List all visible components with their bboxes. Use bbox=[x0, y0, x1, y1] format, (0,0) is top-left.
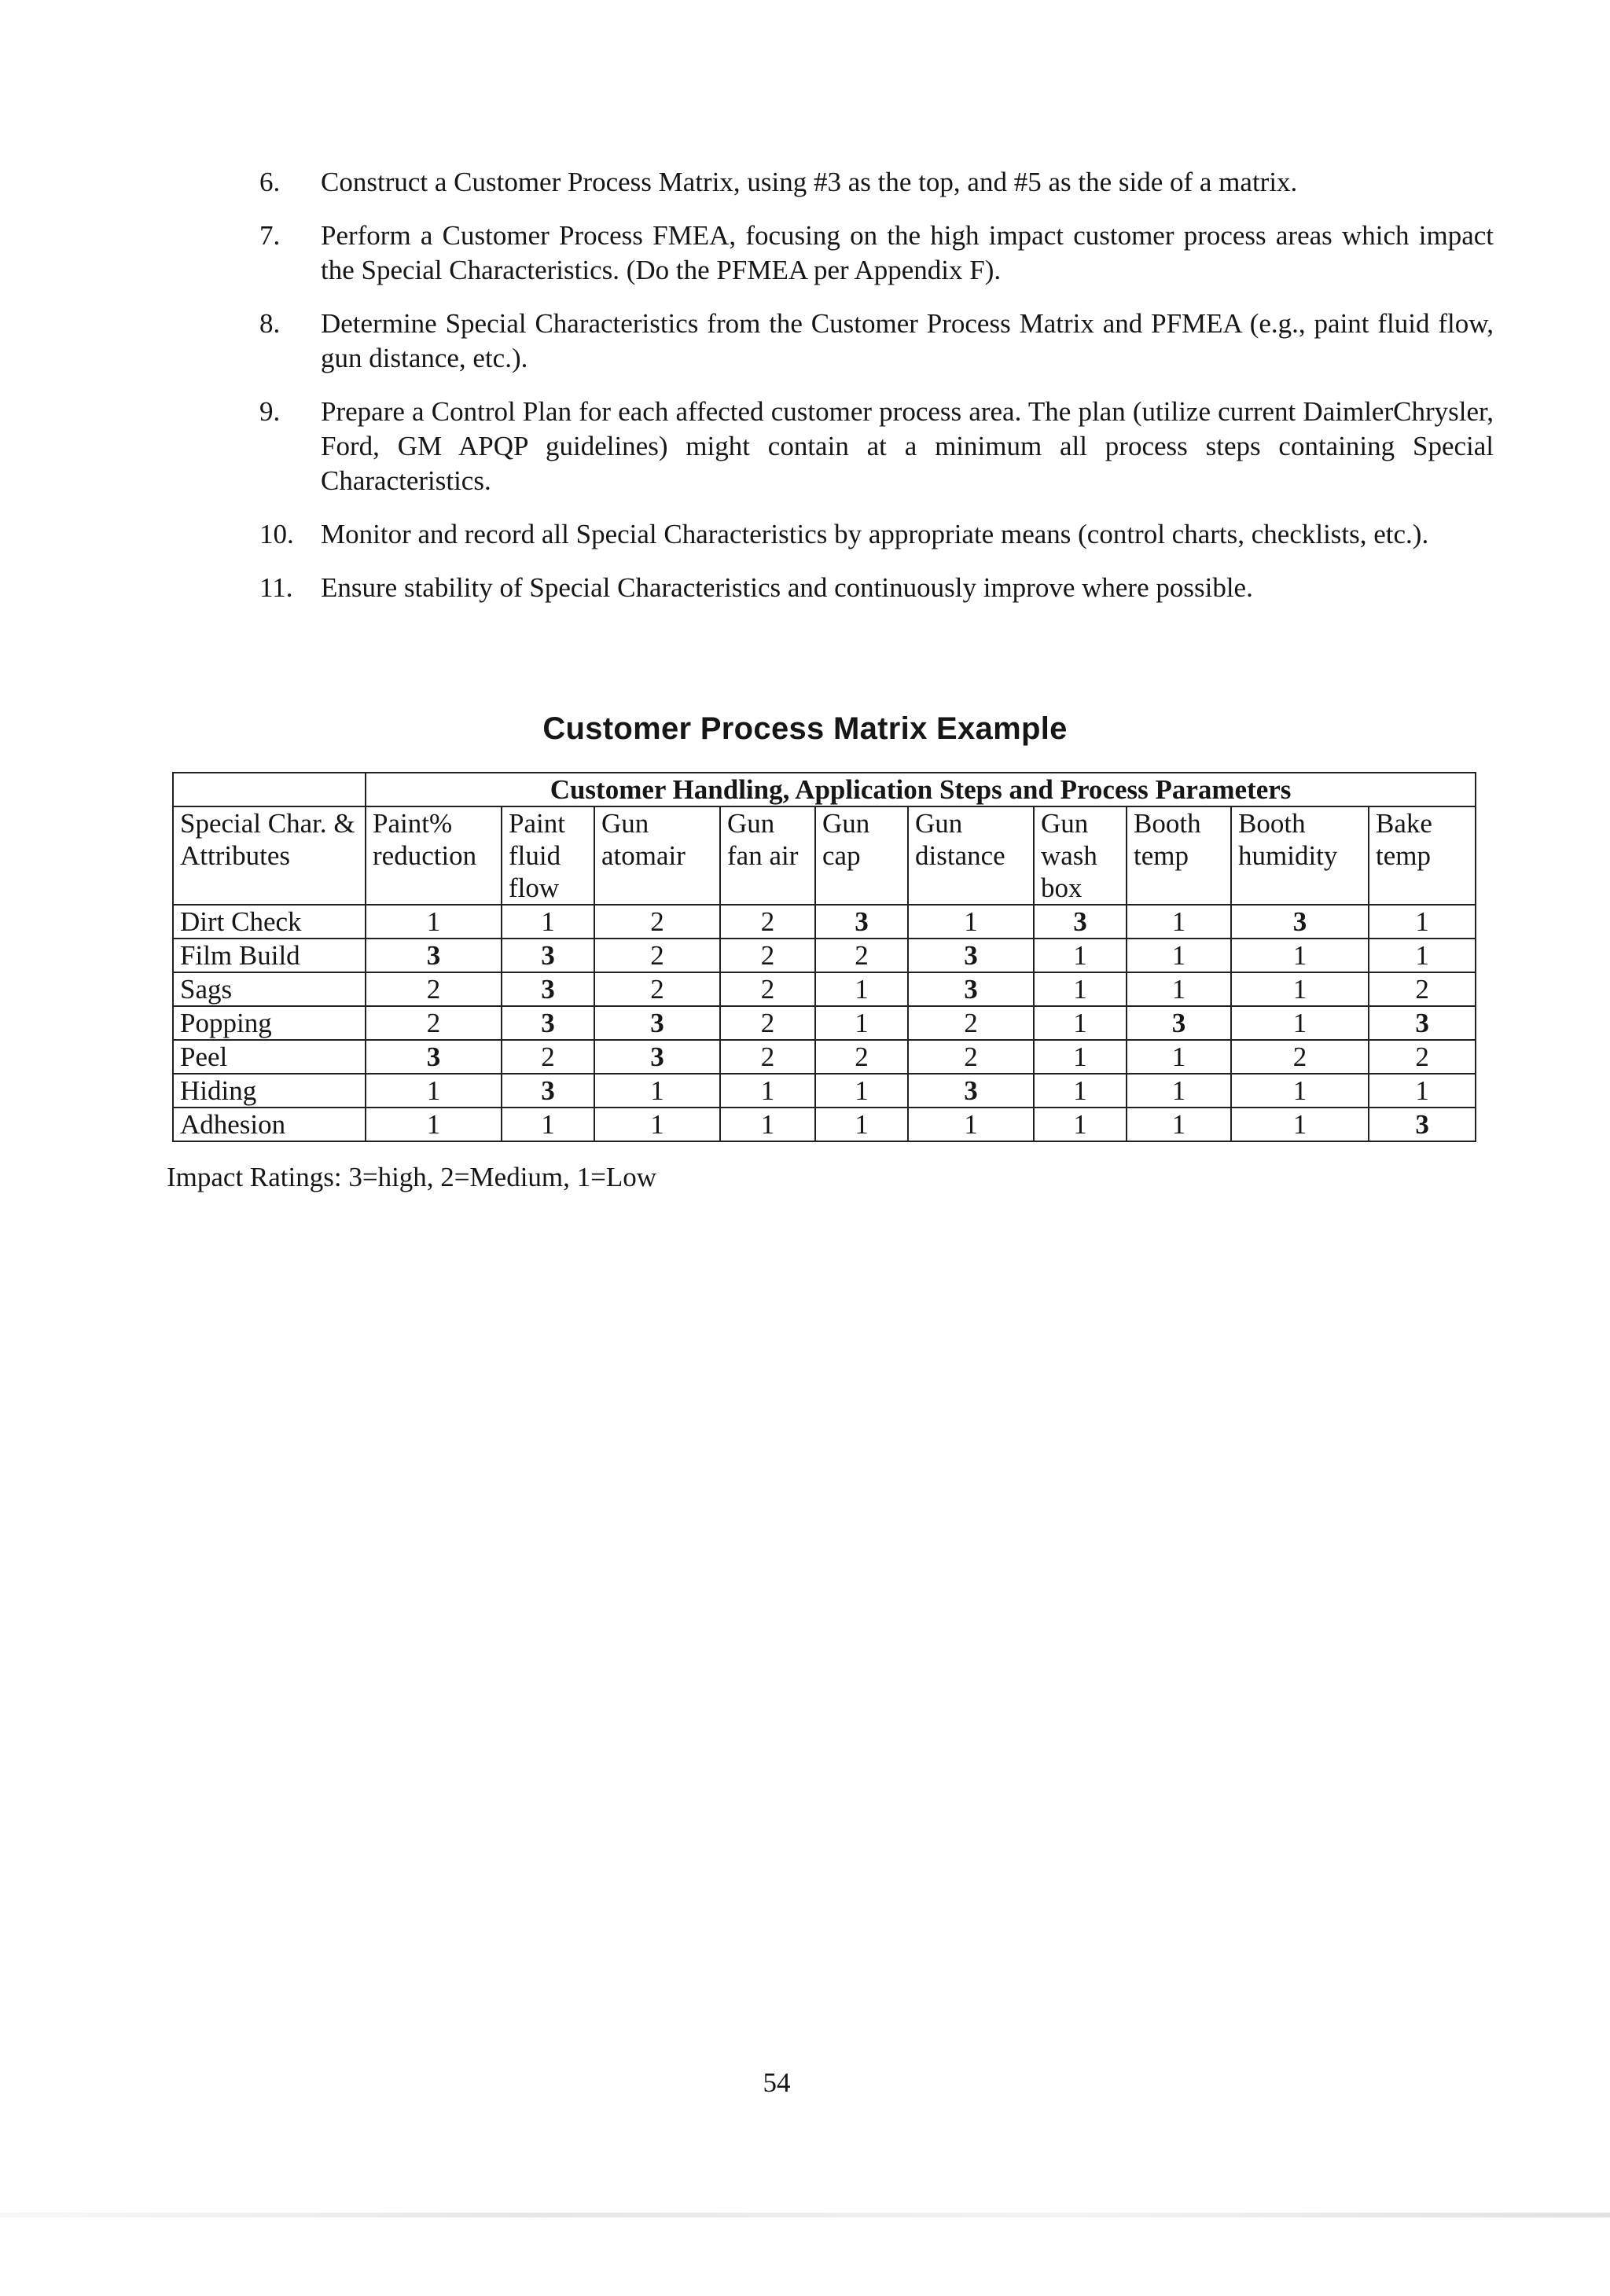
column-header: Booth humidity bbox=[1231, 806, 1369, 905]
rating-cell: 3 bbox=[1369, 1108, 1476, 1141]
rating-cell: 1 bbox=[594, 1074, 720, 1108]
step-text: Perform a Customer Process FMEA, focusing on the high impact customer process areas which impact the Special Characteristics. (Do the PFMEA per Appendix F). bbox=[321, 220, 1494, 285]
rating-cell: 2 bbox=[366, 972, 502, 1006]
rating-cell: 1 bbox=[594, 1108, 720, 1141]
rating-cell: 2 bbox=[594, 939, 720, 972]
table-row bbox=[173, 1074, 1476, 1108]
step-9 bbox=[259, 395, 1494, 498]
rating-cell: 1 bbox=[815, 1108, 908, 1141]
rating-cell: 1 bbox=[1231, 972, 1369, 1006]
rating-cell: 1 bbox=[1034, 1108, 1127, 1141]
rating-cell: 1 bbox=[1369, 939, 1476, 972]
rating-cell: 3 bbox=[594, 1040, 720, 1074]
rating-cell: 1 bbox=[502, 1108, 594, 1141]
rating-cell: 3 bbox=[502, 1006, 594, 1040]
rating-cell: 3 bbox=[908, 972, 1034, 1006]
row-label: Peel bbox=[173, 1040, 366, 1074]
row-label: Sags bbox=[173, 972, 366, 1006]
rating-cell: 3 bbox=[1127, 1006, 1231, 1040]
customer-process-matrix-table bbox=[172, 772, 1476, 1142]
rating-cell: 1 bbox=[1127, 905, 1231, 939]
step-6 bbox=[259, 165, 1494, 200]
column-header: Gun cap bbox=[815, 806, 908, 905]
impact-ratings-note: Impact Ratings: 3=high, 2=Medium, 1=Low bbox=[167, 1162, 657, 1192]
rating-cell: 1 bbox=[366, 905, 502, 939]
rating-cell: 3 bbox=[502, 972, 594, 1006]
step-text: Ensure stability of Special Characteristics and continuously improve where possible. bbox=[321, 572, 1253, 603]
table-row bbox=[173, 905, 1476, 939]
column-header: Gun atomair bbox=[594, 806, 720, 905]
group-header: Customer Handling, Application Steps and Process Parameters bbox=[366, 773, 1476, 806]
matrix-title: Customer Process Matrix Example bbox=[542, 711, 1068, 746]
corner-cell bbox=[173, 773, 366, 806]
rating-cell: 2 bbox=[720, 1006, 815, 1040]
rating-cell: 1 bbox=[1231, 939, 1369, 972]
step-number: 9. bbox=[259, 396, 281, 427]
row-label: Hiding bbox=[173, 1074, 366, 1108]
rating-cell: 1 bbox=[908, 905, 1034, 939]
step-text: Construct a Customer Process Matrix, using #3 as the top, and #5 as the side of a matrix. bbox=[321, 167, 1298, 197]
rating-cell: 2 bbox=[594, 972, 720, 1006]
rating-cell: 1 bbox=[1034, 939, 1127, 972]
step-number: 7. bbox=[259, 220, 281, 251]
step-7 bbox=[259, 219, 1494, 288]
rating-cell: 1 bbox=[815, 1074, 908, 1108]
rating-cell: 1 bbox=[1127, 972, 1231, 1006]
step-number: 11. bbox=[259, 572, 293, 603]
rating-cell: 1 bbox=[720, 1074, 815, 1108]
rating-cell: 1 bbox=[1127, 1040, 1231, 1074]
row-label: Film Build bbox=[173, 939, 366, 972]
step-text: Monitor and record all Special Characteristics by appropriate means (control charts, checklists, etc.). bbox=[321, 519, 1429, 549]
rating-cell: 2 bbox=[815, 939, 908, 972]
rating-cell: 2 bbox=[594, 905, 720, 939]
rating-cell: 1 bbox=[1034, 1040, 1127, 1074]
row-label: Adhesion bbox=[173, 1108, 366, 1141]
column-header: Paint fluid flow bbox=[502, 806, 594, 905]
group-header-row bbox=[173, 773, 1476, 806]
row-label: Dirt Check bbox=[173, 905, 366, 939]
rating-cell: 3 bbox=[815, 905, 908, 939]
scan-edge-artifact bbox=[0, 2213, 1610, 2217]
step-8 bbox=[259, 307, 1494, 376]
rating-cell: 1 bbox=[815, 972, 908, 1006]
rating-cell: 2 bbox=[720, 905, 815, 939]
rating-cell: 3 bbox=[1034, 905, 1127, 939]
rating-cell: 1 bbox=[366, 1108, 502, 1141]
table-row bbox=[173, 1040, 1476, 1074]
table-row bbox=[173, 1108, 1476, 1141]
rating-cell: 1 bbox=[1034, 972, 1127, 1006]
rating-cell: 2 bbox=[720, 972, 815, 1006]
rating-cell: 1 bbox=[1369, 1074, 1476, 1108]
step-text: Prepare a Control Plan for each affected customer process area. The plan (utilize current DaimlerChrysler, Ford, GM APQP guidelines) might contain at a minimum all process steps containing Special Characteristics. bbox=[321, 396, 1494, 496]
rating-cell: 2 bbox=[720, 939, 815, 972]
rating-cell: 2 bbox=[908, 1006, 1034, 1040]
rating-cell: 1 bbox=[1127, 939, 1231, 972]
rating-cell: 3 bbox=[366, 939, 502, 972]
column-header: Booth temp bbox=[1127, 806, 1231, 905]
rating-cell: 3 bbox=[1369, 1006, 1476, 1040]
rating-cell: 3 bbox=[502, 1074, 594, 1108]
step-11 bbox=[259, 571, 1494, 605]
rating-cell: 1 bbox=[1231, 1108, 1369, 1141]
rating-cell: 1 bbox=[366, 1074, 502, 1108]
rating-cell: 1 bbox=[1034, 1006, 1127, 1040]
rating-cell: 3 bbox=[1231, 905, 1369, 939]
rating-cell: 3 bbox=[908, 939, 1034, 972]
step-10 bbox=[259, 517, 1494, 552]
rating-cell: 1 bbox=[815, 1006, 908, 1040]
rating-cell: 1 bbox=[502, 905, 594, 939]
rating-cell: 3 bbox=[594, 1006, 720, 1040]
table-row bbox=[173, 1006, 1476, 1040]
column-header: Gun wash box bbox=[1034, 806, 1127, 905]
rating-cell: 3 bbox=[502, 939, 594, 972]
rating-cell: 1 bbox=[1231, 1006, 1369, 1040]
page-number: 54 bbox=[763, 2067, 791, 2098]
column-header-row bbox=[173, 806, 1476, 905]
rating-cell: 2 bbox=[908, 1040, 1034, 1074]
column-header: Bake temp bbox=[1369, 806, 1476, 905]
rating-cell: 2 bbox=[366, 1006, 502, 1040]
rating-cell: 2 bbox=[1231, 1040, 1369, 1074]
rating-cell: 1 bbox=[1034, 1074, 1127, 1108]
row-label: Popping bbox=[173, 1006, 366, 1040]
rating-cell: 2 bbox=[815, 1040, 908, 1074]
rating-cell: 2 bbox=[1369, 1040, 1476, 1074]
column-header: Paint% reduction bbox=[366, 806, 502, 905]
step-text: Determine Special Characteristics from the Customer Process Matrix and PFMEA (e.g., paint fluid flow, gun distance, etc.). bbox=[321, 308, 1494, 373]
step-number: 8. bbox=[259, 308, 281, 339]
column-header: Gun distance bbox=[908, 806, 1034, 905]
rating-cell: 2 bbox=[1369, 972, 1476, 1006]
step-number: 10. bbox=[259, 519, 294, 549]
column-header: Gun fan air bbox=[720, 806, 815, 905]
rating-cell: 1 bbox=[1127, 1108, 1231, 1141]
rating-cell: 3 bbox=[908, 1074, 1034, 1108]
table-row bbox=[173, 972, 1476, 1006]
rating-cell: 2 bbox=[502, 1040, 594, 1074]
row-header: Special Char. & Attributes bbox=[173, 806, 366, 905]
step-number: 6. bbox=[259, 167, 281, 197]
numbered-steps-list bbox=[259, 165, 1494, 624]
rating-cell: 1 bbox=[908, 1108, 1034, 1141]
rating-cell: 1 bbox=[1127, 1074, 1231, 1108]
rating-cell: 2 bbox=[720, 1040, 815, 1074]
rating-cell: 1 bbox=[720, 1108, 815, 1141]
rating-cell: 1 bbox=[1231, 1074, 1369, 1108]
rating-cell: 1 bbox=[1369, 905, 1476, 939]
table-row bbox=[173, 939, 1476, 972]
rating-cell: 3 bbox=[366, 1040, 502, 1074]
